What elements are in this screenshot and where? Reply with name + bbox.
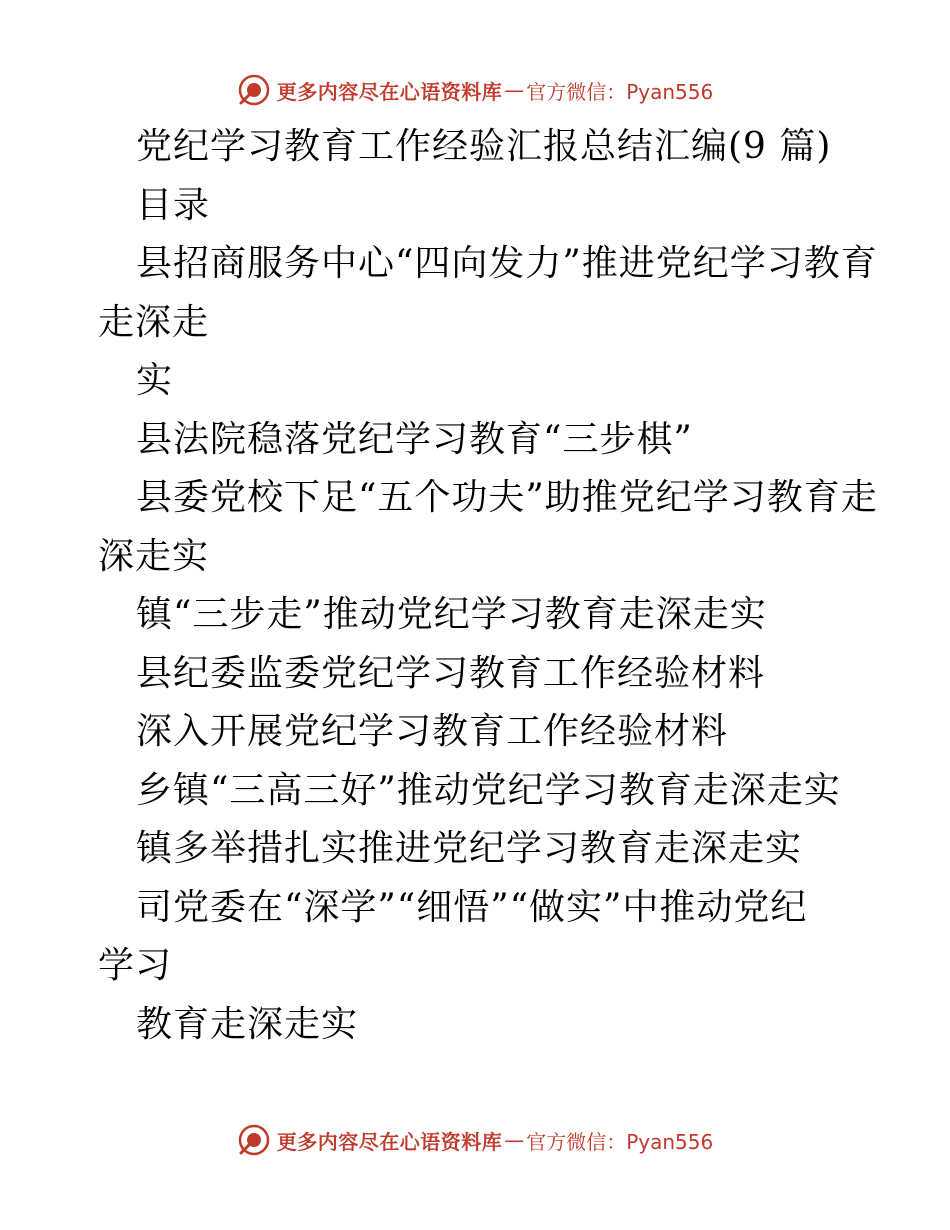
banner-main-text: 更多内容尽在心语资料库 bbox=[276, 79, 503, 104]
toc-line: 镇多举措扎实推进党纪学习教育走深走实 bbox=[136, 828, 803, 869]
toc-line: 县招商服务中心“四向发力”推进党纪学习教育 bbox=[136, 243, 878, 284]
banner-wechat-text: 官方微信：Pyan556 bbox=[526, 79, 714, 104]
banner-wechat-text: 官方微信：Pyan556 bbox=[526, 1129, 714, 1154]
toc-line: 县委党校下足“五个功夫”助推党纪学习教育走 bbox=[136, 477, 878, 518]
banner-main-text: 更多内容尽在心语资料库 bbox=[276, 1129, 503, 1154]
toc-line: 县纪委监委党纪学习教育工作经验材料 bbox=[136, 652, 766, 694]
toc-line: 县法院稳落党纪学习教育“三步棋” bbox=[136, 418, 693, 460]
pen-logo-icon bbox=[237, 73, 271, 107]
toc-line: 深入开展党纪学习教育工作经验材料 bbox=[136, 711, 729, 752]
toc-line: 走深走 bbox=[98, 301, 210, 343]
toc-line: 司党委在“深学”“细悟”“做实”中推动党纪 bbox=[136, 886, 808, 928]
document-body bbox=[98, 118, 878, 1054]
toc-line: 学习 bbox=[98, 945, 173, 986]
header-watermark-banner bbox=[0, 70, 950, 110]
toc-line: 教育走深走实 bbox=[136, 1003, 359, 1045]
toc-line: 深走实 bbox=[98, 535, 210, 577]
document-title: 党纪学习教育工作经验汇报总结汇编(9 篇) bbox=[136, 126, 832, 167]
banner-separator: — bbox=[504, 78, 525, 102]
toc-line: 镇“三步走”推动党纪学习教育走深走实 bbox=[136, 594, 767, 635]
toc-line: 实 bbox=[136, 360, 174, 401]
banner-separator: — bbox=[504, 1128, 525, 1152]
pen-logo-icon bbox=[237, 1123, 271, 1157]
footer-watermark-banner bbox=[0, 1120, 950, 1160]
toc-line: 乡镇“三高三好”推动党纪学习教育走深走实 bbox=[136, 769, 841, 811]
toc-heading: 目录 bbox=[136, 184, 211, 226]
